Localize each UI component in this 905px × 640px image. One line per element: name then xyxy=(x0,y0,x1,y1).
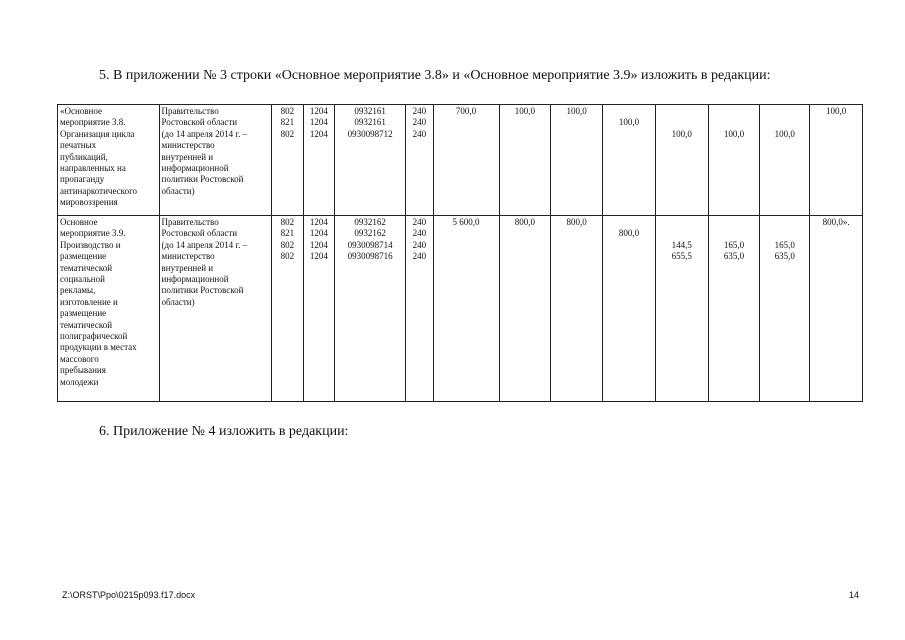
cell-line: мировоззрения xyxy=(60,197,118,208)
cell-2016 xyxy=(603,105,656,216)
cell-executor xyxy=(159,216,272,402)
cell-line: размещение xyxy=(60,251,107,262)
cell-line: 0930098712 xyxy=(347,128,393,139)
cell-line: пребывания xyxy=(60,365,106,376)
cell-2020 xyxy=(810,216,863,402)
cell-line: социальной xyxy=(60,274,105,285)
cell-line: молодежи xyxy=(60,376,99,387)
cell-line: пропаганду xyxy=(60,174,105,185)
cell-line: 802 xyxy=(280,128,295,139)
cell-grbs xyxy=(272,105,303,216)
cell-line: 165,0 xyxy=(774,239,795,250)
cell-line: 0930098714 xyxy=(347,239,393,250)
cell-line: 240 xyxy=(412,106,427,116)
cell-line xyxy=(711,228,758,239)
cell-line xyxy=(658,217,706,228)
cell-line: министерство xyxy=(161,251,215,262)
cell-line: 240 xyxy=(412,217,427,227)
cell-line xyxy=(658,106,706,117)
cell-line: размещение xyxy=(60,308,107,319)
cell-line: антинаркотического xyxy=(60,185,138,196)
cell-line: области) xyxy=(161,185,195,196)
cell-line: мероприятие 3.9. xyxy=(60,228,126,239)
cell-2017 xyxy=(655,105,708,216)
cell-line: министерство xyxy=(161,140,215,151)
cell-line: 0932162 xyxy=(354,217,386,227)
cell-line: публикаций, xyxy=(60,151,108,162)
table-row xyxy=(58,105,863,216)
cell-2020 xyxy=(810,105,863,216)
cell-line: (до 14 апреля 2014 г. – xyxy=(161,128,248,139)
cell-line: области) xyxy=(161,296,195,307)
cell-rzpr xyxy=(303,216,334,402)
cell-line xyxy=(605,217,653,228)
cell-line xyxy=(711,106,758,117)
cell-line: 802 xyxy=(280,239,295,250)
budget-table xyxy=(57,104,863,402)
cell-vr xyxy=(406,216,433,402)
cell-line: рекламы, xyxy=(60,285,96,296)
cell-line: 240 xyxy=(412,117,427,128)
cell-2014 xyxy=(499,216,551,402)
cell-name xyxy=(58,105,160,216)
cell-2016 xyxy=(603,216,656,402)
cell-line: «Основное xyxy=(60,106,102,116)
paragraph-5: 5. В приложении № 3 строки «Основное мероприятие 3.8» и «Основное мероприятие 3.9» изложить в редакции: xyxy=(99,68,771,83)
cell-line: 700,0 xyxy=(455,106,477,116)
table-row xyxy=(58,216,863,402)
cell-total xyxy=(433,216,499,402)
cell-line: продукции в местах xyxy=(60,342,137,353)
cell-2018 xyxy=(708,105,760,216)
cell-line: массового xyxy=(60,353,99,364)
cell-line: 240 xyxy=(412,251,427,262)
cell-line: Организация цикла xyxy=(60,128,135,139)
cell-line: 240 xyxy=(412,128,427,139)
cell-line: Правительство xyxy=(161,106,219,116)
cell-line: 1204 xyxy=(309,228,328,239)
cell-line: 1204 xyxy=(309,217,328,227)
cell-2019 xyxy=(760,105,810,216)
cell-line: 1204 xyxy=(309,239,328,250)
cell-line: внутренней и xyxy=(161,151,214,162)
cell-line xyxy=(658,228,706,239)
cell-line: 5 600,0 xyxy=(452,217,480,227)
cell-total xyxy=(433,105,499,216)
cell-line: Правительство xyxy=(161,217,219,227)
cell-line: печатных xyxy=(60,140,97,151)
cell-2019 xyxy=(760,216,810,402)
cell-line: полиграфической xyxy=(60,331,128,342)
cell-line: 100,0 xyxy=(723,128,745,139)
cell-name xyxy=(58,216,160,402)
cell-line: 100,0 xyxy=(514,106,536,116)
cell-line: 1204 xyxy=(309,117,328,128)
cell-line: 240 xyxy=(412,228,427,239)
cell-csr xyxy=(335,105,406,216)
cell-line: 100,0 xyxy=(566,106,587,116)
cell-line: 144,5 xyxy=(671,239,692,250)
cell-line: 821 xyxy=(280,117,295,128)
cell-line: 0930098716 xyxy=(347,251,393,262)
cell-grbs xyxy=(272,216,303,402)
paragraph-6: 6. Приложение № 4 изложить в редакции: xyxy=(99,424,349,439)
cell-line: 0932161 xyxy=(354,117,386,128)
cell-line xyxy=(711,117,758,128)
cell-2015 xyxy=(551,216,603,402)
cell-line: тематической xyxy=(60,319,113,330)
cell-line xyxy=(762,117,807,128)
cell-line xyxy=(762,228,807,239)
cell-line xyxy=(605,106,653,117)
cell-csr xyxy=(335,216,406,402)
cell-line: направленных на xyxy=(60,163,126,174)
cell-line: 802 xyxy=(280,251,295,262)
cell-line: тематической xyxy=(60,262,113,273)
cell-line: Ростовской области xyxy=(161,117,238,128)
cell-line: 1204 xyxy=(309,251,328,262)
cell-line: Основное xyxy=(60,217,98,227)
cell-line: 802 xyxy=(280,217,295,227)
cell-line: 100,0 xyxy=(671,128,692,139)
cell-line: мероприятие 3.8. xyxy=(60,117,126,128)
cell-line: информационной xyxy=(161,163,229,174)
cell-line: 821 xyxy=(280,228,295,239)
cell-line: 1204 xyxy=(309,128,328,139)
cell-line: 635,0 xyxy=(723,251,745,262)
cell-line: 1204 xyxy=(309,106,328,116)
cell-line: 100,0 xyxy=(774,128,795,139)
cell-line xyxy=(711,217,758,228)
cell-line: информационной xyxy=(161,274,229,285)
cell-vr xyxy=(406,105,433,216)
cell-line: 100,0 xyxy=(618,117,640,128)
cell-line: Производство и xyxy=(60,239,121,250)
cell-line: 800,0 xyxy=(618,228,640,239)
footer-file-path: Z:\ORST\Ppo\0215p093.f17.docx xyxy=(62,590,196,600)
cell-line: изготовление и xyxy=(60,296,118,307)
cell-2015 xyxy=(551,105,603,216)
cell-line: внутренней и xyxy=(161,262,214,273)
cell-line: 655,5 xyxy=(671,251,692,262)
cell-line: (до 14 апреля 2014 г. – xyxy=(161,239,248,250)
cell-line: Ростовской области xyxy=(161,228,238,239)
cell-line: 240 xyxy=(412,239,427,250)
cell-executor xyxy=(159,105,272,216)
cell-line: 802 xyxy=(280,106,295,116)
cell-line: 100,0 xyxy=(825,106,847,116)
cell-line: 165,0 xyxy=(723,239,745,250)
cell-2018 xyxy=(708,216,760,402)
cell-2017 xyxy=(655,216,708,402)
cell-line: 0932161 xyxy=(354,106,386,116)
page-number: 14 xyxy=(849,590,860,600)
cell-line: 635,0 xyxy=(774,251,795,262)
cell-2014 xyxy=(499,105,551,216)
cell-line: политики Ростовской xyxy=(161,174,244,185)
cell-line: 800,0». xyxy=(822,217,850,227)
cell-line: 800,0 xyxy=(514,217,536,227)
cell-line xyxy=(658,117,706,128)
cell-rzpr xyxy=(303,105,334,216)
cell-line: политики Ростовской xyxy=(161,285,244,296)
cell-line xyxy=(762,106,807,117)
cell-line xyxy=(762,217,807,228)
cell-line: 0932162 xyxy=(354,228,386,239)
cell-line: 800,0 xyxy=(566,217,587,227)
